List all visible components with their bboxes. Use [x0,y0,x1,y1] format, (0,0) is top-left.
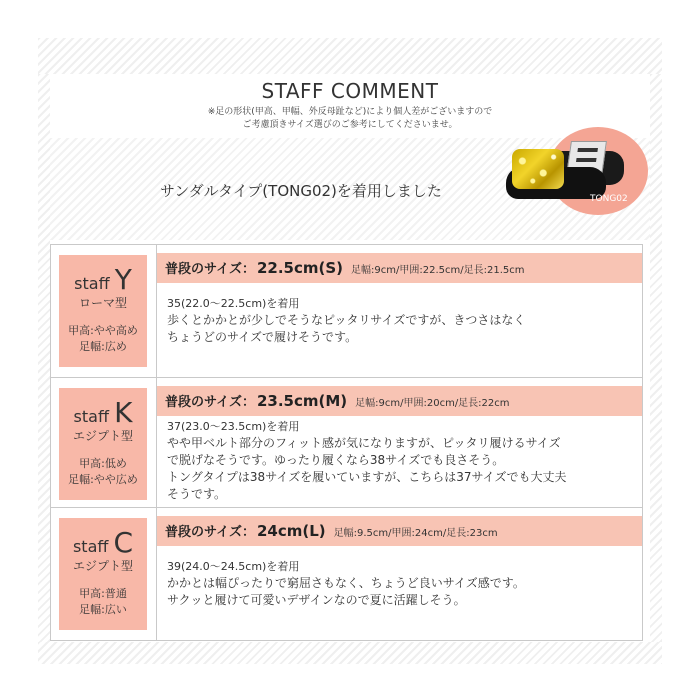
foot-type: ローマ型 [78,296,127,310]
staff-cell [51,378,157,507]
usual-size-value: 22.5cm(S) [256,259,344,277]
usual-size-band [157,386,642,416]
comment-line: そうです。 [167,487,227,501]
staff-profile-box [59,518,147,630]
decorative-stripe-bottom [38,642,662,664]
staff-row [51,245,642,378]
comment-line: やや甲ベルト部分のフィット感が気になりますが、ピッタリ履けるサイズ [167,436,561,450]
staff-prefix: staff [72,537,109,556]
foot-measurements: 足幅:9.5cm/甲囲:24cm/足長:23cm [333,528,498,539]
staff-prefix: staff [74,274,110,293]
foot-width: 足幅:やや広め [68,473,138,486]
staff-letter: C [113,526,134,559]
usual-size-value: 24cm(L) [256,522,326,540]
staff-letter: Y [114,263,132,296]
product-image [500,127,650,217]
usual-size-label: 普段のサイズ： [165,525,255,540]
foot-attributes [59,456,147,488]
size-note-line2: ご考慮頂きサイズ選びのご参考にしてくださいませ。 [242,120,458,130]
comment-cell [157,378,642,507]
staff-comment-table [50,244,643,641]
usual-size-band [157,516,642,546]
staff-comment [167,418,636,503]
staff-row [51,378,642,508]
staff-cell [51,245,157,377]
comment-line: トングタイプは38サイズを履いていますが、こちらは37サイズでも大丈夫 [167,470,567,484]
size-note-line1: ※足の形状(甲高、甲幅、外反母趾など)により個人差がございますので [207,107,493,117]
staff-profile-box [59,255,147,367]
usual-size-label: 普段のサイズ： [165,262,255,277]
comment-cell [157,508,642,640]
comment-line: 39(24.0〜24.5cm)を着用 [167,560,300,573]
staff-name [59,396,147,429]
intro-text: サンダルタイプ(TONG02)を着用しました [160,182,442,200]
staff-name [59,526,147,559]
foot-attributes [59,323,147,355]
comment-line: 歩くとかかとが少しでそうなピッタリサイズですが、きつさはなく [167,313,526,327]
staff-letter: K [114,396,133,429]
comment-line: サクッと履けて可愛いデザインなので夏に活躍しそう。 [167,593,466,607]
foot-measurements: 足幅:9cm/甲囲:20cm/足長:22cm [355,398,510,409]
staff-cell [51,508,157,640]
comment-line: かかとは幅ぴったりで窮屈さもなく、ちょうど良いサイズ感です。 [167,576,525,590]
foot-instep: 甲高:やや高め [68,324,138,337]
staff-comment [167,295,636,346]
page-title: STAFF COMMENT [261,79,439,103]
foot-measurements: 足幅:9cm/甲囲:22.5cm/足長:21.5cm [351,265,525,276]
foot-width: 足幅:広め [79,340,127,353]
staff-prefix: staff [73,407,109,426]
usual-size-value: 23.5cm(M) [256,392,348,410]
sandal-sequin-strap [512,149,564,189]
staff-comment [167,558,636,609]
foot-attributes [59,586,147,618]
usual-size-band [157,253,642,283]
product-badge-label: TONG02 [590,194,628,204]
comment-cell [157,245,642,377]
foot-instep: 甲高:低め [79,457,127,470]
foot-type: エジプト型 [72,429,133,443]
decorative-stripe-left [38,74,50,642]
comment-line: で脱げなそうです。ゆったり履くなら38サイズでも良さそう。 [167,453,505,467]
staff-profile-box [59,388,147,500]
foot-instep: 甲高:普通 [79,587,127,600]
comment-line: ちょうどのサイズで履けそうです。 [167,330,358,344]
staff-row [51,508,642,640]
staff-name [59,263,147,296]
foot-type: エジプト型 [72,559,133,573]
comment-line: 37(23.0〜23.5cm)を着用 [167,420,300,433]
decorative-stripe-top [38,38,662,74]
comment-line: 35(22.0〜22.5cm)を着用 [167,297,300,310]
decorative-stripe-right [650,74,662,642]
foot-width: 足幅:広い [79,603,127,616]
usual-size-label: 普段のサイズ： [165,395,255,410]
